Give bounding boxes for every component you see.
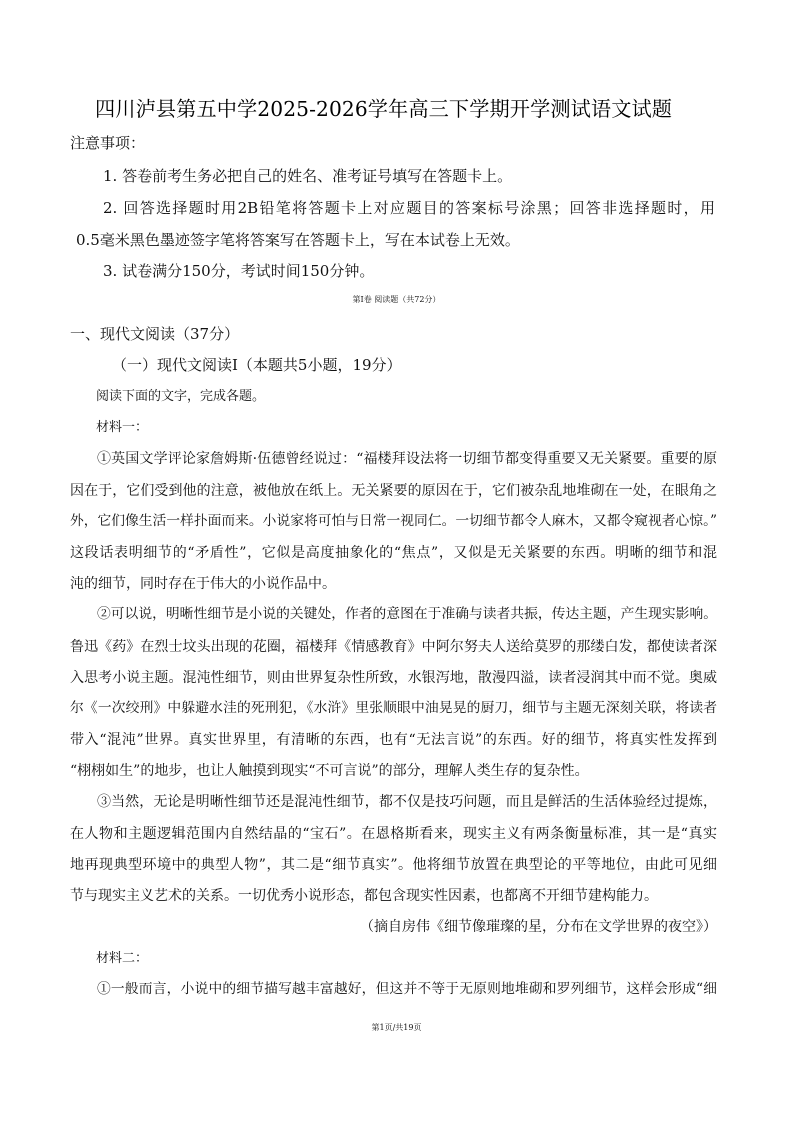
paragraph-line: 带入“混沌”世界。真实世界里，有清晰的东西，也有“无法言说”的东西。好的细节，将真实性发挥到 — [70, 732, 717, 748]
page-title: 四川泸县第五中学2025-2026学年高三下学期开学测试语文试题 — [95, 97, 673, 121]
paragraph-line: 在人物和主题逻辑范围内自然结晶的“宝石”。在恩格斯看来，现实主义有两条衡量标准，其一是“真实 — [70, 826, 717, 842]
material-label: 材料二： — [96, 951, 149, 966]
notice-item: 3. 试卷满分150分，考试时间150分钟。 — [103, 262, 375, 280]
notice-item: 2. 回答选择题时用2B铅笔将答题卡上对应题目的答案标号涂黑；回答非选择题时，用 — [103, 199, 715, 217]
paragraph-line: 尔《一次绞刑》中躲避水洼的死刑犯，《水浒》里张顺眼中油晃晃的厨刀，细节与主题无深刻关联，将读者 — [70, 700, 717, 716]
paragraph-line: “栩栩如生”的地步，也让人触摸到现实“不可言说”的部分，理解人类生存的复杂性。 — [70, 763, 589, 779]
paragraph-line: ①一般而言，小说中的细节描写越丰富越好，但这并不等于无原则地堆砌和罗列细节，这样会形成“细 — [97, 981, 717, 997]
page-number: 第1页/共19页 — [371, 1023, 422, 1032]
paragraph-line: 这段话表明细节的“矛盾性”，它似是高度抽象化的“焦点”，又似是无关紧要的东西。明晰的细节和混 — [70, 545, 717, 561]
paragraph-line: 地再现典型环境中的典型人物”，其二是“细节真实”。他将细节放置在典型论的平等地位，由此可见细 — [70, 857, 717, 873]
source-citation: （摘自房伟《细节像璀璨的星，分布在文学世界的夜空》） — [360, 919, 717, 935]
section-heading: 一、现代文阅读（37分） — [70, 325, 240, 343]
paragraph-line: 沌的细节，同时存在于伟大的小说作品中。 — [70, 576, 336, 592]
paragraph-line: 入思考小说主题。混沌性细节，则由世界复杂性所致，水银泻地，散漫四溢，读者浸润其中而不觉。奥威 — [70, 670, 717, 686]
paragraph-line: ①英国文学评论家詹姆斯·伍德曾经说过：“福楼拜设法将一切细节都变得重要又无关紧要。重要的原 — [97, 451, 717, 467]
paragraph-line: ③当然，无论是明晰性细节还是混沌性细节，都不仅是技巧问题，而且是鲜活的生活体验经过提炼， — [97, 794, 717, 810]
subsection-heading: （一）现代文阅读I（本题共5小题，19分） — [112, 356, 402, 374]
paragraph-line: 因在于，它们受到他的注意，被他放在纸上。无关紧要的原因在于，它们被杂乱地堆砌在一处，在眼角之 — [70, 483, 717, 499]
notice-item: 1. 答卷前考生务必把自己的姓名、准考证号填写在答题卡上。 — [103, 167, 513, 185]
instruction-text: 阅读下面的文字，完成各题。 — [96, 389, 266, 404]
notice-heading: 注意事项： — [70, 134, 146, 152]
paragraph-line: 外，它们像生活一样扑面而来。小说家将可怕与日常一视同仁。一切细节都令人麻木，又都令窥视者心惊。” — [70, 513, 717, 529]
paragraph-line: 鲁迅《药》在烈士坟头出现的花圈，福楼拜《情感教育》中阿尔努夫人送给莫罗的那缕白发，都使读者深 — [70, 639, 717, 655]
notice-item: 0.5毫米黑色墨迹签字笔将答案写在答题卡上，写在本试卷上无效。 — [76, 231, 520, 249]
paragraph-line: ②可以说，明晰性细节是小说的关键处，作者的意图在于准确与读者共振，传达主题，产生现实影响。 — [97, 606, 717, 622]
part-title: 第I卷 阅读题（共72分） — [352, 295, 441, 304]
paragraph-line: 节与现实主义艺术的关系。一切优秀小说形态，都包含现实性因素，也都离不开细节建构能力。 — [70, 888, 658, 904]
material-label: 材料一： — [96, 420, 149, 435]
